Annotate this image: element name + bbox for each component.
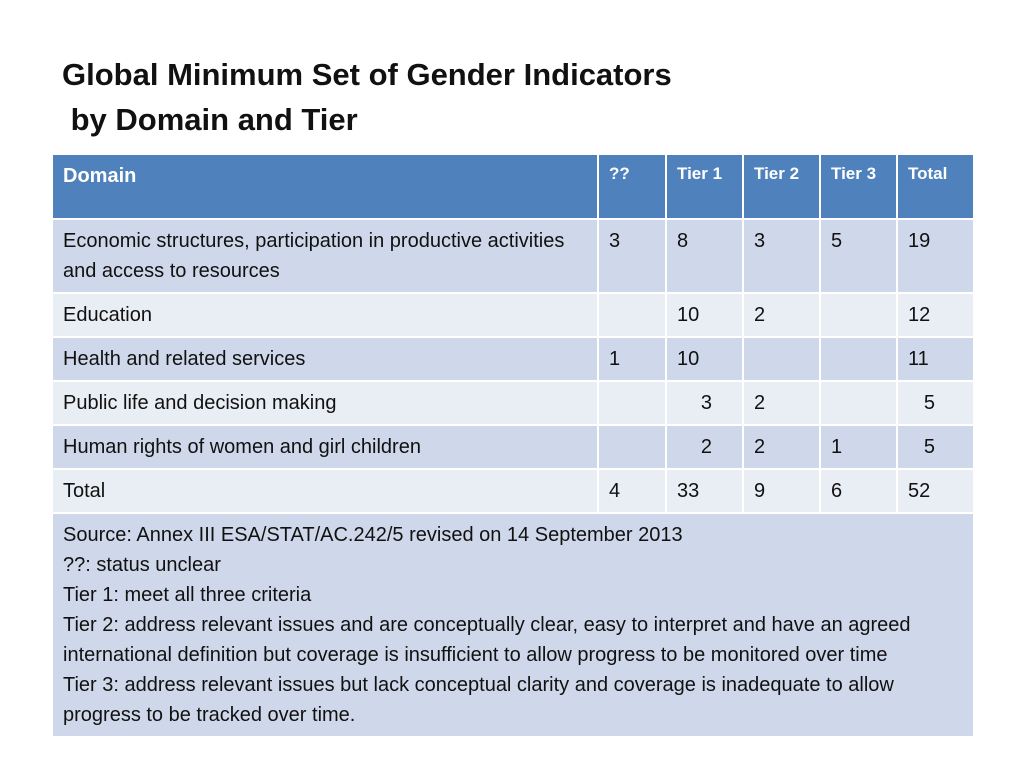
- slide-title: [62, 52, 672, 142]
- cell-unclear: [598, 293, 666, 337]
- header-domain: Domain: [52, 154, 598, 219]
- cell-tier-1: 33: [666, 469, 743, 513]
- note-source: Source: Annex III ESA/STAT/AC.242/5 revised on 14 September 2013: [63, 524, 683, 546]
- header-total: Total: [897, 154, 974, 219]
- cell-domain: Education: [52, 293, 598, 337]
- table-row: [52, 381, 974, 425]
- cell-total: 5: [897, 425, 974, 469]
- cell-tier-1: 3: [666, 381, 743, 425]
- header-tier-1: Tier 1: [666, 154, 743, 219]
- cell-domain: Public life and decision making: [52, 381, 598, 425]
- cell-unclear: [598, 381, 666, 425]
- table-header-row: [52, 154, 974, 219]
- table-notes-row: [52, 513, 974, 737]
- cell-tier-3: 6: [820, 469, 897, 513]
- cell-tier-3: [820, 337, 897, 381]
- cell-tier-2: 9: [743, 469, 820, 513]
- cell-total: 11: [897, 337, 974, 381]
- note-tier-1: Tier 1: meet all three criteria: [63, 584, 312, 606]
- note-unclear: ??: status unclear: [63, 554, 221, 576]
- cell-tier-2: [743, 337, 820, 381]
- cell-total: 19: [897, 219, 974, 293]
- cell-tier-3: [820, 293, 897, 337]
- cell-domain: Economic structures, participation in productive activities and access to resources: [52, 219, 598, 293]
- table-row: [52, 425, 974, 469]
- cell-total: 52: [897, 469, 974, 513]
- cell-tier-2: 3: [743, 219, 820, 293]
- cell-tier-3: 5: [820, 219, 897, 293]
- cell-unclear: 3: [598, 219, 666, 293]
- cell-tier-2: 2: [743, 293, 820, 337]
- slide-title-line-2: by Domain and Tier: [62, 102, 358, 137]
- cell-total: 5: [897, 381, 974, 425]
- note-tier-3: Tier 3: address relevant issues but lack conceptual clarity and coverage is inadequate to allow progress to be tracked over time.: [63, 674, 894, 726]
- cell-domain: Human rights of women and girl children: [52, 425, 598, 469]
- cell-unclear: 1: [598, 337, 666, 381]
- slide-title-line-1: Global Minimum Set of Gender Indicators: [62, 57, 672, 92]
- indicator-table: [51, 153, 975, 738]
- cell-unclear: [598, 425, 666, 469]
- table-row: [52, 337, 974, 381]
- table-row: [52, 219, 974, 293]
- header-tier-2: Tier 2: [743, 154, 820, 219]
- cell-total: 12: [897, 293, 974, 337]
- table-row: [52, 293, 974, 337]
- cell-tier-2: 2: [743, 381, 820, 425]
- cell-tier-2: 2: [743, 425, 820, 469]
- cell-tier-3: 1: [820, 425, 897, 469]
- table-notes: [52, 513, 974, 737]
- header-tier-3: Tier 3: [820, 154, 897, 219]
- cell-tier-1: 10: [666, 337, 743, 381]
- note-tier-2: Tier 2: address relevant issues and are conceptually clear, easy to interpret and have an agreed international definition but coverage is insufficient to allow progress to be monitored over time: [63, 614, 911, 666]
- cell-tier-1: 10: [666, 293, 743, 337]
- cell-tier-1: 2: [666, 425, 743, 469]
- cell-tier-1: 8: [666, 219, 743, 293]
- cell-domain: Total: [52, 469, 598, 513]
- cell-domain: Health and related services: [52, 337, 598, 381]
- header-unclear: ??: [598, 154, 666, 219]
- cell-tier-3: [820, 381, 897, 425]
- cell-unclear: 4: [598, 469, 666, 513]
- table-row-total: [52, 469, 974, 513]
